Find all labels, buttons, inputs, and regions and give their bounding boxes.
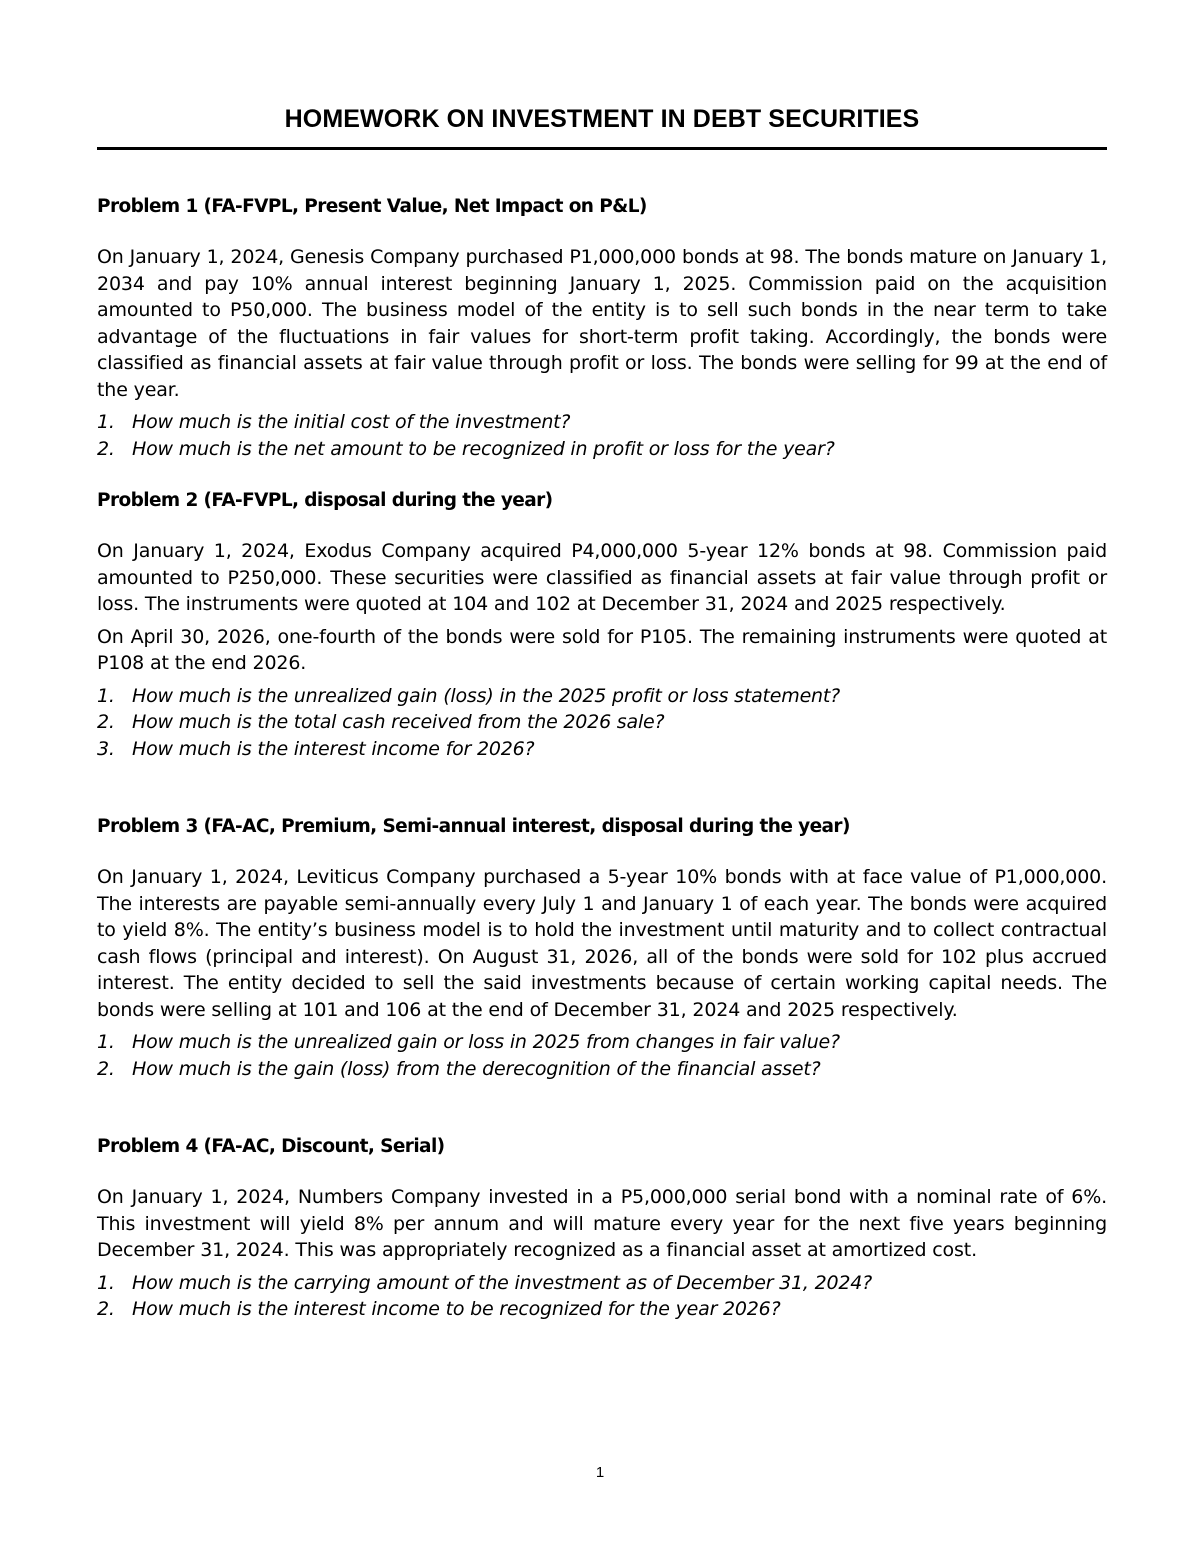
question-number: 2. <box>97 711 115 733</box>
problem-1-heading: Problem 1 (FA-FVPL, Present Value, Net Impact on P&L) <box>97 196 647 217</box>
question-item <box>97 1296 1107 1323</box>
problem-1-paragraph: On January 1, 2024, Genesis Company purchased P1,000,000 bonds at 98. The bonds mature on January 1, 2034 and pay 10% annual interest beginning January 1, 2025. Commission paid on the acquisition amounted to P50,000. The business model of the entity is to sell such bonds in the near term to take advantage of the fluctuations in fair values for short-term profit taking. Accordingly, the bonds were classified as financial assets at fair value through profit or loss. The bonds were selling for 99 at the end of the year. <box>97 246 1107 401</box>
problem-3-heading: Problem 3 (FA-AC, Premium, Semi-annual interest, disposal during the year) <box>97 816 850 837</box>
question-item <box>97 1056 1107 1083</box>
problem-4-questions <box>97 1270 1107 1323</box>
question-number: 2. <box>97 1057 115 1080</box>
question-text: How much is the net amount to be recognized in profit or loss for the year? <box>132 437 835 460</box>
problem-3-questions <box>97 1029 1107 1082</box>
problem-4 <box>97 1134 1107 1323</box>
question-number: 1. <box>97 684 115 707</box>
question-text: How much is the carrying amount of the investment as of December 31, 2024? <box>132 1271 873 1294</box>
problem-2-questions <box>97 683 1107 763</box>
document-title: HOMEWORK ON INVESTMENT IN DEBT SECURITIES <box>284 105 920 133</box>
question-number: 3. <box>97 737 115 760</box>
question-item <box>97 736 1107 763</box>
question-item <box>97 436 1107 463</box>
question-text: How much is the unrealized gain (loss) in the 2025 profit or loss statement? <box>132 684 841 707</box>
problem-3-paragraph: On January 1, 2024, Leviticus Company purchased a 5-year 10% bonds with at face value of P1,000,000. The interests are payable semi-annually every July 1 and January 1 of each year. The bonds were acquired to yield 8%. The entity’s business model is to hold the investment until maturity and to collect contractual cash flows (principal and interest). On August 31, 2026, all of the bonds were sold for 102 plus accrued interest. The entity decided to sell the said investments because of certain working capital needs. The bonds were selling at 101 and 106 at the end of December 31, 2024 and 2025 respectively. <box>97 866 1107 1021</box>
page-number: 1 <box>595 1464 605 1481</box>
problem-4-paragraph: On January 1, 2024, Numbers Company invested in a P5,000,000 serial bond with a nominal rate of 6%. This investment will yield 8% per annum and will mature every year for the next five years beginning December 31, 2024. This was appropriately recognized as a financial asset at amortized cost. <box>97 1186 1107 1261</box>
question-text: How much is the interest income to be recognized for the year 2026? <box>132 1298 781 1320</box>
question-text: How much is the interest income for 2026? <box>132 737 535 760</box>
question-number: 2. <box>97 437 115 460</box>
problem-1 <box>97 194 1107 462</box>
problem-2-paragraph-1: On January 1, 2024, Exodus Company acquired P4,000,000 5-year 12% bonds at 98. Commission paid amounted to P250,000. These securities were classified as financial assets at fair value through profit or loss. The instruments were quoted at 104 and 102 at December 31, 2024 and 2025 respectively. <box>97 540 1107 615</box>
question-text: How much is the initial cost of the investment? <box>132 411 571 433</box>
question-number: 1. <box>97 1271 115 1294</box>
question-item <box>97 1029 1107 1056</box>
question-text: How much is the total cash received from the 2026 sale? <box>132 711 665 733</box>
question-item <box>97 409 1107 436</box>
question-text: How much is the unrealized gain or loss in 2025 from changes in fair value? <box>132 1031 840 1053</box>
problem-2-heading: Problem 2 (FA-FVPL, disposal during the year) <box>97 490 553 511</box>
question-item <box>97 683 1107 710</box>
question-item <box>97 709 1107 736</box>
question-number: 2. <box>97 1298 115 1320</box>
question-item <box>97 1270 1107 1297</box>
question-number: 1. <box>97 411 115 433</box>
problem-2-paragraph-2: On April 30, 2026, one-fourth of the bonds were sold for P105. The remaining instruments were quoted at P108 at the end 2026. <box>97 625 1107 674</box>
question-number: 1. <box>97 1031 115 1053</box>
problem-1-questions <box>97 409 1107 462</box>
problem-2 <box>97 488 1107 762</box>
problem-4-heading: Problem 4 (FA-AC, Discount, Serial) <box>97 1136 445 1157</box>
problem-3 <box>97 814 1107 1082</box>
title-underline <box>97 147 1107 150</box>
document-page <box>97 100 1107 1323</box>
question-text: How much is the gain (loss) from the derecognition of the financial asset? <box>132 1057 821 1080</box>
